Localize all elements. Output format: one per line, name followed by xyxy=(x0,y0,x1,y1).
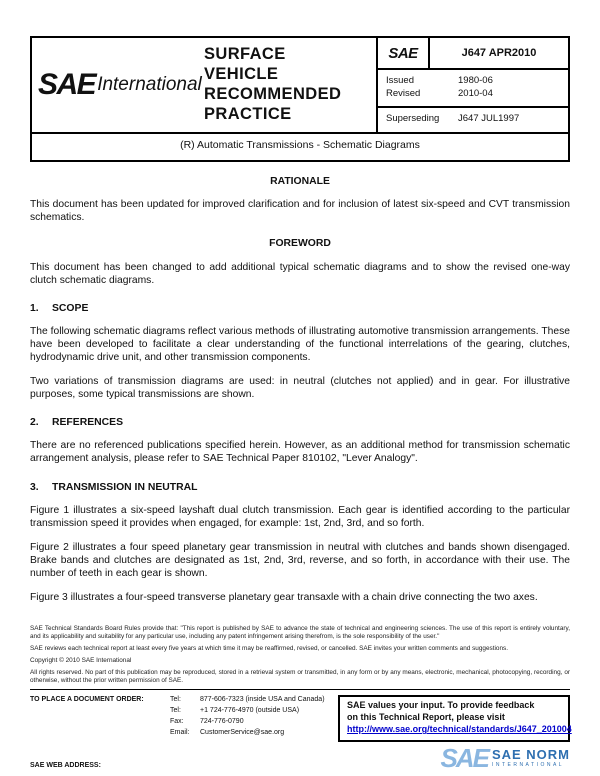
order-contact-block xyxy=(30,695,325,771)
section-paragraph: The following schematic diagrams reflect various methods of illustrating automotive transmission arrangements. These have been developed to facilitate a clear understanding of the functional interrelations of the gearing, clutches, hydrodynamic drive unit, and other transmission components. xyxy=(30,325,570,363)
document-number: J647 APR2010 xyxy=(461,47,537,59)
foreword-paragraph: This document has been changed to add additional typical schematic diagrams and to show the revised one-way clutch schematic diagrams. xyxy=(30,261,570,286)
watermark-text xyxy=(492,748,570,768)
document-subtitle: (R) Automatic Transmissions - Schematic Diagrams xyxy=(32,132,568,160)
section-title: SCOPE xyxy=(52,302,89,314)
foreword-heading: FOREWORD xyxy=(269,238,331,250)
watermark-subtitle: INTERNATIONAL xyxy=(491,762,565,769)
rationale-heading: RATIONALE xyxy=(270,176,330,187)
feedback-line: SAE values your input. To provide feedback xyxy=(347,700,535,711)
superseding-value: J647 JUL1997 xyxy=(458,113,520,124)
superseding-row xyxy=(378,106,568,132)
doc-number-row xyxy=(378,38,568,68)
contact-label: Fax: xyxy=(170,718,184,726)
revised-line xyxy=(386,87,560,100)
sae-logo-text: SAE xyxy=(38,68,96,101)
contact-label: Email: xyxy=(170,728,190,736)
contact-label: Tel: xyxy=(170,707,181,715)
section-paragraph: Two variations of transmission diagrams are used: in neutral (clutches not applied) and in gear. For illustrative purposes, some typical transmissions are shown. xyxy=(30,376,570,401)
contact-row-email xyxy=(170,728,325,739)
sae-norm-watermark-logo xyxy=(440,745,570,771)
order-label: TO PLACE A DOCUMENT ORDER: xyxy=(30,696,144,704)
document-type-title xyxy=(192,38,376,132)
copyright-notice: Copyright © 2010 SAE International xyxy=(30,657,132,665)
section-title: REFERENCES xyxy=(52,417,124,429)
title-line: SURFACE xyxy=(204,45,286,63)
section-paragraph: Figure 1 illustrates a six-speed layshaft dual clutch transmission. Each gear is identified according to the particular transmission speed it provides when engaged, for example: 1st, 2nd, 3rd, and so forth. xyxy=(30,504,570,529)
revised-label: Revised xyxy=(386,88,421,100)
section-heading-scope xyxy=(30,302,570,315)
section-number: 2. xyxy=(30,417,39,429)
contact-label: Tel: xyxy=(170,696,181,704)
superseding-label: Superseding xyxy=(386,113,440,124)
legal-notices xyxy=(30,625,570,686)
title-line: PRACTICE xyxy=(204,105,292,124)
legal-paragraph: SAE Technical Standards Board Rules provide that: "This report is published by SAE to advance the state of technical and engineering sciences. The use of this report is entirely voluntary, and its applicability and suitability for any particular use, including any patent infringement arising therefrom, is the sole responsibility of the user." xyxy=(30,624,570,641)
issued-line xyxy=(386,74,560,87)
rights-notice: All rights reserved. No part of this publication may be reproduced, stored in a retrieval system or transmitted, in any form or by any means, electronic, mechanical, photocopying, recording, or otherwise, without the prior written permission of SAE. xyxy=(30,668,570,685)
section-heading-references xyxy=(30,416,570,429)
sae-norm-glyph-icon: SAE xyxy=(440,743,488,773)
issued-revised-row xyxy=(378,68,568,106)
header-top xyxy=(32,38,568,132)
contact-row-tel-usa xyxy=(170,695,325,706)
feedback-line: on this Technical Report, please visit xyxy=(347,712,505,723)
contact-value: 877-606-7323 (inside USA and Canada) xyxy=(200,696,325,704)
contact-value: 724-776-0790 xyxy=(200,718,244,726)
section-number: 3. xyxy=(30,481,39,493)
section-paragraph: Figure 2 illustrates a four speed planetary gear transmission in neutral with clutches and bands shown disengaged. Brake bands and clutches are designated as 1st, 2nd, 3rd, reverse, and so forth, in accordance with their use. The number of teeth in each gear is shown. xyxy=(30,541,570,579)
title-line: RECOMMENDED xyxy=(204,85,342,104)
section-title: TRANSMISSION IN NEUTRAL xyxy=(52,481,198,493)
revised-value: 2010-04 xyxy=(458,88,493,100)
header xyxy=(30,36,570,162)
contact-row-tel-intl xyxy=(170,706,325,717)
document-body xyxy=(30,175,570,604)
order-row xyxy=(30,695,325,738)
web-address-label: SAE WEB ADDRESS: xyxy=(30,762,101,769)
watermark-name: SAE NORM xyxy=(491,746,570,762)
page-footer xyxy=(30,625,570,771)
footer-bottom xyxy=(30,689,570,771)
footer-right-column xyxy=(338,695,570,771)
feedback-url-link[interactable]: http://www.sae.org/technical/standards/J647_201004 xyxy=(347,724,572,735)
contact-list xyxy=(170,695,325,738)
rationale-paragraph: This document has been updated for improved clarification and for inclusion of latest six-speed and CVT transmission schematics. xyxy=(30,199,570,224)
section-paragraph: There are no referenced publications specified herein. However, as an additional method for transmission schematic arrangement analysis, please refer to SAE Technical Paper 810102, "Lever Analogy". xyxy=(30,440,570,465)
feedback-box xyxy=(338,695,570,742)
section-number: 1. xyxy=(30,302,39,314)
section-paragraph: Figure 3 illustrates a four-speed transverse planetary gear transaxle with a chain drive connecting the two axes. xyxy=(30,592,538,604)
sae-logo-international: International xyxy=(97,74,202,95)
sae-icon: SAE xyxy=(378,38,430,68)
sae-international-logo xyxy=(32,38,202,132)
contact-row-fax xyxy=(170,717,325,728)
contact-value: +1 724-776-4970 (outside USA) xyxy=(200,707,300,715)
title-line: VEHICLE xyxy=(204,65,279,84)
document-info-table xyxy=(376,38,568,132)
contact-value: CustomerService@sae.org xyxy=(200,728,285,736)
issued-value: 1980-06 xyxy=(458,75,493,86)
issued-label: Issued xyxy=(386,75,414,86)
section-heading-transmission-in-neutral xyxy=(30,481,570,494)
legal-paragraph: SAE reviews each technical report at least every five years at which time it may be reaffirmed, revised, or cancelled. SAE invites your written comments and suggestions. xyxy=(30,645,508,653)
